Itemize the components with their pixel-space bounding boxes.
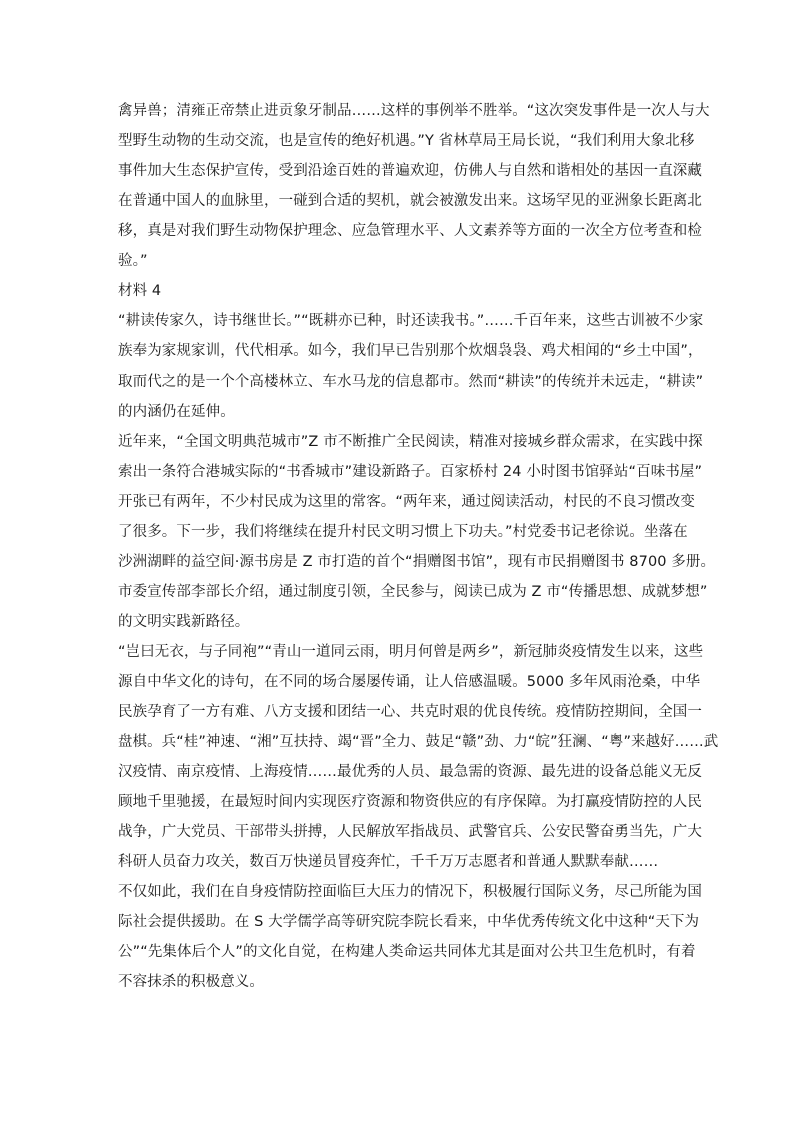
text-line: 公”“先集体后个人”的文化自觉，在构建人类命运共同体尤其是面对公共卫生危机时，有着 xyxy=(118,944,696,960)
text-line: 取而代之的是一个个高楼林立、车水马龙的信息都市。然而“耕读”的传统并未远走，“耕读” xyxy=(118,374,704,390)
text-line: 禽异兽；清雍正帝禁止进贡象牙制品……这样的事例举不胜举。“这次突发事件是一次人与大 xyxy=(118,103,710,119)
text-line: 顾地千里驰援，在最短时间内实现医疗资源和物资供应的有序保障。为打赢疫情防控的人民 xyxy=(118,794,702,810)
text-line: 源自中华文化的诗句，在不同的场合屡屡传诵，让人倍感温暖。5000 多年风雨沧桑，中华 xyxy=(118,674,701,690)
text-line: 的文明实践新路径。 xyxy=(118,614,250,630)
text-line: 移，真是对我们野生动物保护理念、应急管理水平、人文素养等方面的一次全方位考查和检 xyxy=(118,223,702,239)
text-line: 在普通中国人的血脉里，一碰到合适的契机，就会被激发出来。这场罕见的亚洲象长距离北 xyxy=(118,193,702,209)
text-line: 验。” xyxy=(118,253,148,269)
text-line: 科研人员奋力攻关，数百万快递员冒疫奔忙，千千万万志愿者和普通人默默奉献…… xyxy=(118,854,659,870)
text-line: “岂曰无衣，与子同袍”“青山一道同云雨，明月何曾是两乡”，新冠肺炎疫情发生以来，这些 xyxy=(118,644,704,660)
text-line: 际社会提供援助。在 S 大学儒学高等研究院李院长看来，中华优秀传统文化中这种“天下为 xyxy=(118,914,700,930)
text-line: 族奉为家规家训，代代相承。如今，我们早已告别那个炊烟袅袅、鸡犬相闻的“乡土中国”， xyxy=(118,343,703,359)
text-line: 近年来，“全国文明典范城市”Z 市不断推广全民阅读，精准对接城乡群众需求，在实践中探 xyxy=(118,434,703,450)
text-line: 市委宣传部李部长介绍，通过制度引领，全民参与，阅读已成为 Z 市“传播思想、成就梦想” xyxy=(118,584,708,600)
text-line: 事件加大生态保护宣传，受到沿途百姓的普遍欢迎，仿佛人与自然和谐相处的基因一直深藏 xyxy=(118,163,702,179)
text-line: 战争，广大党员、干部带头拼搏，人民解放军指战员、武警官兵、公安民警奋勇当先，广大 xyxy=(118,824,702,840)
text-line: 不容抹杀的积极意义。 xyxy=(118,974,264,990)
text-line: 盘棋。兵“桂”神速、“湘”互扶持、竭“晋”全力、鼓足“赣”劲、力“皖”狂澜、“粤”来越好……武 xyxy=(118,734,719,750)
text-line: 了很多。下一步，我们将继续在提升村民文明习惯上下功夫。”村党委书记老徐说。坐落在 xyxy=(118,524,688,540)
text-line: 不仅如此，我们在自身疫情防控面临巨大压力的情况下，积极履行国际义务，尽己所能为国 xyxy=(118,884,702,900)
text-line: 民族孕育了一方有难、八方支援和团结一心、共克时艰的优良传统。疫情防控期间，全国一 xyxy=(118,704,702,720)
text-line: 开张已有两年，不少村民成为这里的常客。“两年来，通过阅读活动，村民的不良习惯改变 xyxy=(118,494,696,510)
text-line: 的内涵仍在延伸。 xyxy=(118,404,235,420)
text-line: 索出一条符合港城实际的“书香城市”建设新路子。百家桥村 24 小时图书馆驿站“百味书屋” xyxy=(118,464,703,480)
text-line: 型野生动物的生动交流，也是宣传的绝好机遇。”Y 省林草局王局长说，“我们利用大象北移 xyxy=(118,133,695,149)
section-heading: 材料 4 xyxy=(118,283,162,299)
text-line: “耕读传家久，诗书继世长。”“既耕亦已种，时还读我书。”……千百年来，这些古训被不少家 xyxy=(118,313,704,329)
text-line: 汉疫情、南京疫情、上海疫情……最优秀的人员、最急需的资源、最先进的设备总能义无反 xyxy=(118,764,702,780)
text-line: 沙洲湖畔的益空间·源书房是 Z 市打造的首个“捐赠图书馆”，现有市民捐赠图书 8700 多册。 xyxy=(118,554,716,570)
